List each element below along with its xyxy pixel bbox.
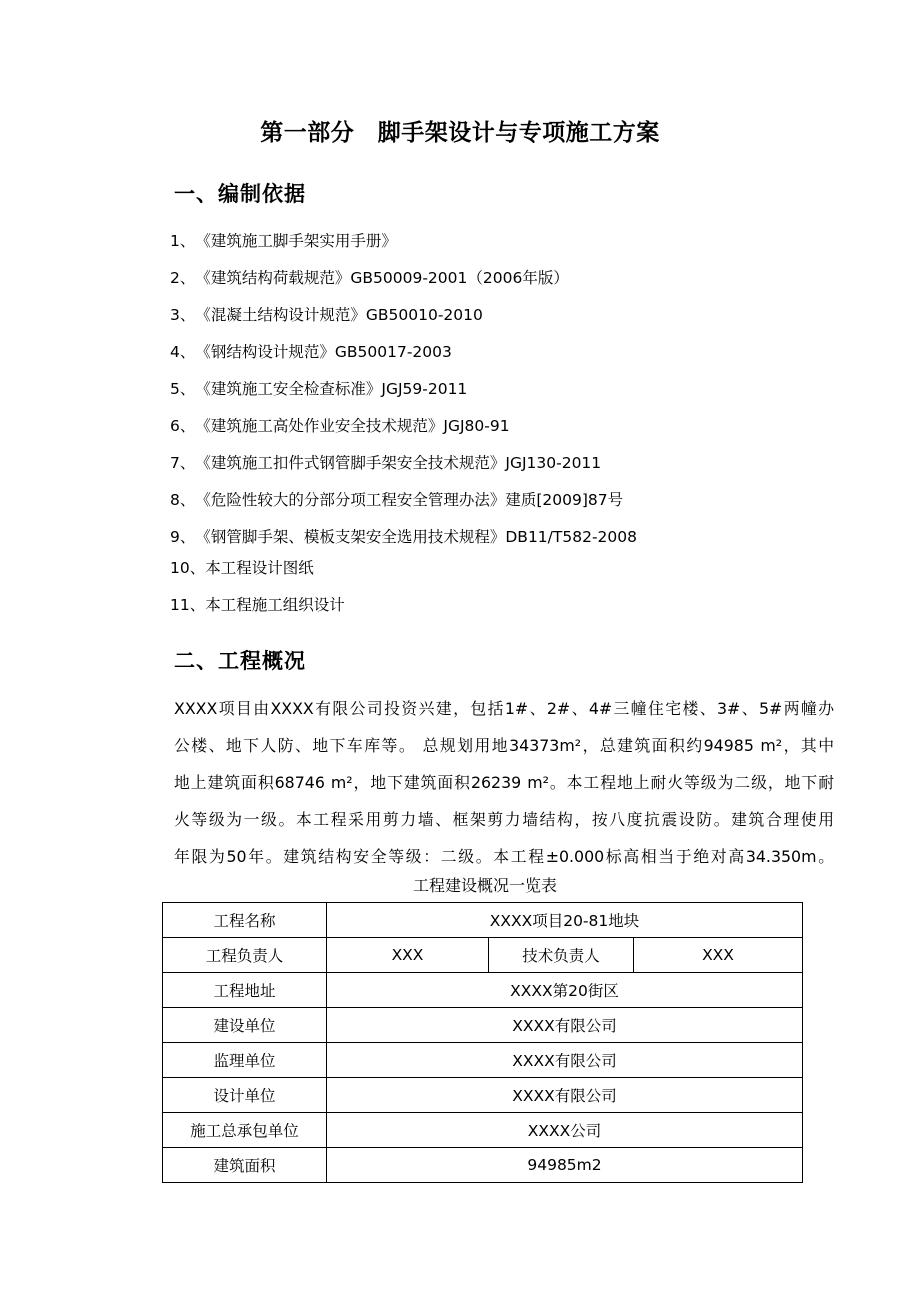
overview-paragraph bbox=[174, 690, 834, 875]
list-item: 3、《混凝土结构设计规范》GB50010-2010 bbox=[170, 306, 483, 324]
section-heading-basis: 一、编制依据 bbox=[174, 182, 306, 206]
table-cell-value: XXXX有限公司 bbox=[327, 1008, 803, 1043]
list-item: 1、《建筑施工脚手架实用手册》 bbox=[170, 232, 397, 250]
table-cell-value: XXXX公司 bbox=[327, 1113, 803, 1148]
table-cell-label: 设计单位 bbox=[163, 1078, 327, 1113]
table-cell-label: 施工总承包单位 bbox=[163, 1113, 327, 1148]
table-cell-value: XXXX项目20-81地块 bbox=[327, 903, 803, 938]
table-cell-value: XXXX有限公司 bbox=[327, 1078, 803, 1113]
table-row bbox=[163, 1008, 803, 1043]
table-caption: 工程建设概况一览表 bbox=[412, 876, 557, 895]
table-cell-label: 工程名称 bbox=[163, 903, 327, 938]
paragraph-line: 火等级为一级。本工程采用剪力墙、框架剪力墙结构，按八度抗震设防。建筑合理使用 bbox=[174, 810, 834, 829]
paragraph-line: 地上建筑面积68746 m²，地下建筑面积26239 m²。本工程地上耐火等级为二级，地下耐 bbox=[174, 773, 834, 792]
list-item: 10、本工程设计图纸 bbox=[170, 559, 314, 577]
table-cell-label: 工程地址 bbox=[163, 973, 327, 1008]
paragraph-line: XXXX项目由XXXX有限公司投资兴建，包括1#、2#、4#三幢住宅楼、3#、5#两幢办 bbox=[174, 699, 834, 718]
table-row bbox=[163, 1078, 803, 1113]
table-cell-label: 监理单位 bbox=[163, 1043, 327, 1078]
project-overview-table bbox=[162, 902, 803, 1183]
table-row bbox=[163, 1148, 803, 1183]
list-item: 4、《钢结构设计规范》GB50017-2003 bbox=[170, 343, 452, 361]
table-cell-label: 建筑面积 bbox=[163, 1148, 327, 1183]
table-cell-value: 94985m2 bbox=[327, 1148, 803, 1183]
list-item: 5、《建筑施工安全检查标准》JGJ59-2011 bbox=[170, 380, 468, 398]
paragraph-line: 年限为50年。建筑结构安全等级：二级。本工程±0.000标高相当于绝对高34.350m。 bbox=[174, 847, 834, 866]
table-cell-value: XXX bbox=[634, 938, 803, 973]
paragraph-line: 公楼、地下人防、地下车库等。 总规划用地34373m²，总建筑面积约94985 m²，其中 bbox=[174, 736, 834, 755]
list-item: 8、《危险性较大的分部分项工程安全管理办法》建质[2009]87号 bbox=[170, 491, 624, 509]
table-row bbox=[163, 938, 803, 973]
table-row bbox=[163, 903, 803, 938]
page-title: 第一部分 脚手架设计与专项施工方案 bbox=[260, 120, 660, 146]
table-cell-label: 技术负责人 bbox=[489, 938, 634, 973]
section-heading-overview: 二、工程概况 bbox=[174, 649, 306, 673]
table-row bbox=[163, 1043, 803, 1078]
table-cell-value: XXX bbox=[327, 938, 489, 973]
table-cell-label: 建设单位 bbox=[163, 1008, 327, 1043]
table-row bbox=[163, 1113, 803, 1148]
table-cell-label: 工程负责人 bbox=[163, 938, 327, 973]
list-item: 6、《建筑施工高处作业安全技术规范》JGJ80-91 bbox=[170, 417, 510, 435]
list-item: 2、《建筑结构荷载规范》GB50009-2001（2006年版） bbox=[170, 269, 569, 287]
table-cell-value: XXXX第20街区 bbox=[327, 973, 803, 1008]
table-row bbox=[163, 973, 803, 1008]
list-item: 7、《建筑施工扣件式钢管脚手架安全技术规范》JGJ130-2011 bbox=[170, 454, 602, 472]
list-item: 9、《钢管脚手架、模板支架安全选用技术规程》DB11/T582-2008 bbox=[170, 528, 637, 546]
list-item: 11、本工程施工组织设计 bbox=[170, 596, 345, 614]
table-cell-value: XXXX有限公司 bbox=[327, 1043, 803, 1078]
